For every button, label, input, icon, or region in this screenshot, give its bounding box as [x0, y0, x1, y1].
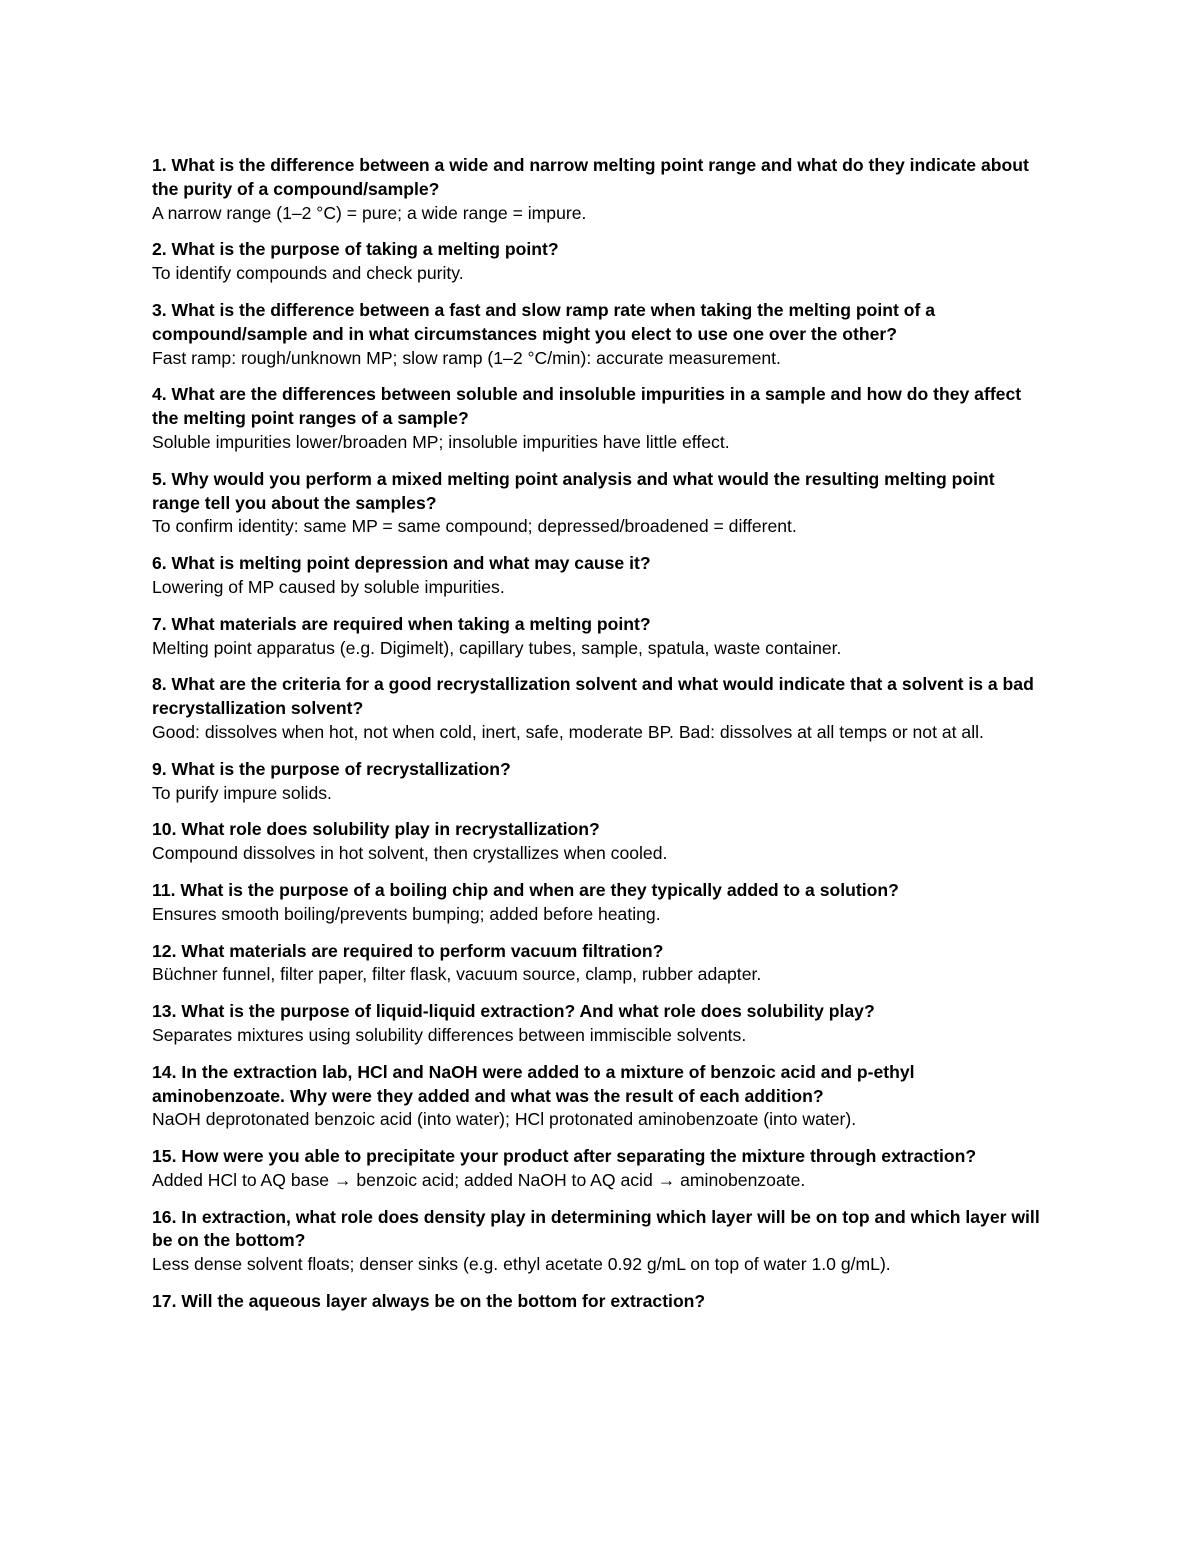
answer-1: A narrow range (1–2 °C) = pure; a wide range = impure.	[152, 202, 587, 223]
answer-3: Fast ramp: rough/unknown MP; slow ramp (1–2 °C/min): accurate measurement.	[152, 347, 781, 368]
answer-4: Soluble impurities lower/broaden MP; insoluble impurities have little effect.	[152, 431, 730, 452]
question-5: 5. Why would you perform a mixed melting point analysis and what would the resulting melting point range tell you about the samples?	[152, 468, 995, 513]
answer-14: NaOH deprotonated benzoic acid (into water); HCl protonated aminobenzoate (into water).	[152, 1109, 857, 1130]
qa-item-16	[152, 1206, 1047, 1277]
qa-item-14	[152, 1061, 1047, 1132]
question-3: 3. What is the difference between a fast and slow ramp rate when taking the melting point of a compound/sample and in what circumstances might you elect to use one over the other?	[152, 299, 936, 344]
qa-item-11	[152, 879, 1047, 927]
question-2: 2. What is the purpose of taking a melting point?	[152, 239, 559, 260]
qa-item-9	[152, 758, 1047, 806]
question-7: 7. What materials are required when taking a melting point?	[152, 613, 651, 634]
answer-11: Ensures smooth boiling/prevents bumping; added before heating.	[152, 903, 661, 924]
document-page	[152, 154, 1047, 1327]
qa-item-5	[152, 468, 1047, 539]
question-10: 10. What role does solubility play in recrystallization?	[152, 819, 600, 840]
question-15: 15. How were you able to precipitate your product after separating the mixture through extraction?	[152, 1146, 977, 1167]
answer-15: Added HCl to AQ base → benzoic acid; added NaOH to AQ acid → aminobenzoate.	[152, 1169, 806, 1190]
qa-item-7	[152, 613, 1047, 661]
question-9: 9. What is the purpose of recrystallization?	[152, 758, 511, 779]
question-12: 12. What materials are required to perform vacuum filtration?	[152, 940, 664, 961]
question-8: 8. What are the criteria for a good recrystallization solvent and what would indicate that a solvent is a bad recrystallization solvent?	[152, 674, 1034, 719]
answer-10: Compound dissolves in hot solvent, then crystallizes when cooled.	[152, 843, 668, 864]
qa-item-3	[152, 299, 1047, 370]
question-4: 4. What are the differences between soluble and insoluble impurities in a sample and how do they affect the melting point ranges of a sample?	[152, 384, 1022, 429]
question-16: 16. In extraction, what role does density play in determining which layer will be on top and which layer will be on the bottom?	[152, 1206, 1040, 1251]
qa-item-10	[152, 818, 1047, 866]
qa-item-17	[152, 1290, 1047, 1314]
question-13: 13. What is the purpose of liquid-liquid extraction? And what role does solubility play?	[152, 1001, 875, 1022]
answer-12: Büchner funnel, filter paper, filter flask, vacuum source, clamp, rubber adapter.	[152, 964, 762, 985]
answer-16: Less dense solvent floats; denser sinks (e.g. ethyl acetate 0.92 g/mL on top of water 1.0 g/mL).	[152, 1254, 891, 1275]
question-11: 11. What is the purpose of a boiling chip and when are they typically added to a solution?	[152, 879, 899, 900]
answer-5: To confirm identity: same MP = same compound; depressed/broadened = different.	[152, 516, 797, 537]
question-6: 6. What is melting point depression and what may cause it?	[152, 553, 651, 574]
question-1: 1. What is the difference between a wide and narrow melting point range and what do they indicate about the purity of a compound/sample?	[152, 155, 1029, 199]
qa-item-13	[152, 1000, 1047, 1048]
qa-item-15	[152, 1145, 1047, 1193]
qa-item-12	[152, 940, 1047, 988]
answer-2: To identify compounds and check purity.	[152, 263, 464, 284]
answer-6: Lowering of MP caused by soluble impurities.	[152, 576, 505, 597]
qa-item-8	[152, 673, 1047, 744]
question-17: 17. Will the aqueous layer always be on the bottom for extraction?	[152, 1291, 706, 1312]
qa-item-6	[152, 552, 1047, 600]
answer-8: Good: dissolves when hot, not when cold, inert, safe, moderate BP. Bad: dissolves at all temps or not at all.	[152, 721, 984, 742]
answer-9: To purify impure solids.	[152, 782, 332, 803]
question-14: 14. In the extraction lab, HCl and NaOH were added to a mixture of benzoic acid and p-ethyl aminobenzoate. Why were they added and what was the result of each addition?	[152, 1061, 915, 1106]
answer-13: Separates mixtures using solubility differences between immiscible solvents.	[152, 1024, 747, 1045]
answer-7: Melting point apparatus (e.g. Digimelt), capillary tubes, sample, spatula, waste container.	[152, 637, 842, 658]
qa-item-4	[152, 383, 1047, 454]
qa-item-1	[152, 154, 1047, 225]
qa-item-2	[152, 238, 1047, 286]
